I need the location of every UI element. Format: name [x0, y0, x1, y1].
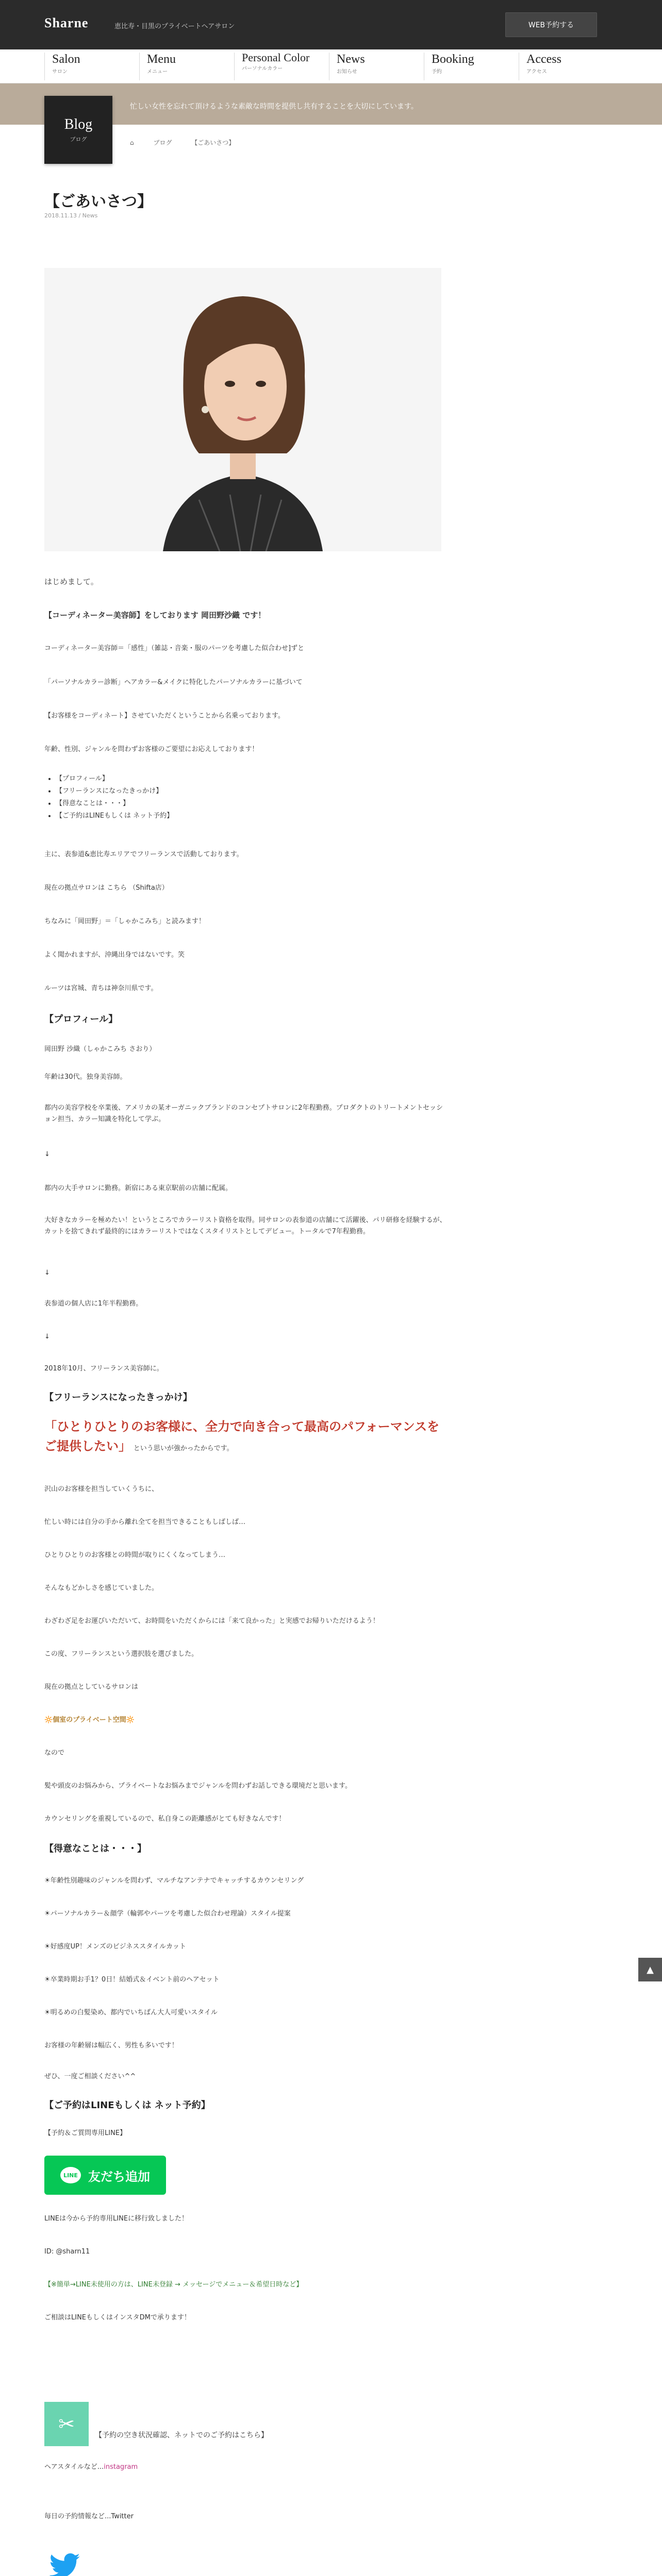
nav-sublabel: サロン: [52, 69, 68, 75]
nav-label: Access: [526, 53, 561, 66]
portrait-illustration: [44, 268, 441, 551]
post-paragraph: 都内の美容学校を卒業後、アメリカの某オーガニックブランドのコンセプトサロンに2年程勤務。プロダクトのトリートメントセッション担当、カラー知識を特化して学ぶ。: [44, 1104, 443, 1123]
post-title: 【ごあいさつ】: [44, 193, 153, 211]
post-paragraph: よく聞かれますが、沖縄出身ではないです。笑: [44, 951, 185, 959]
breadcrumb: [130, 138, 252, 147]
booking-heading: 【ご予約はLINEもしくは ネット予約】: [44, 2100, 210, 2111]
profile-photo: [44, 268, 441, 551]
post-paragraph: 髪や頭皮のお悩みから、プライベートなお悩みまでジャンルを問わずお話しできる環境だと思います。: [44, 1782, 352, 1790]
site-logo[interactable]: Sharne: [44, 15, 89, 30]
breadcrumb-blog[interactable]: ブログ: [153, 139, 172, 146]
post-paragraph: お客様の年齢層は幅広く、男性も多いです！: [44, 2042, 178, 2049]
nav-sublabel: 予約: [432, 69, 442, 75]
line-button-label: 友だち追加: [88, 2169, 150, 2184]
reservation-link[interactable]: 【予約の空き状況確認、ネットでのご予約はこちら】: [95, 2431, 268, 2439]
nav-item-menu[interactable]: [139, 53, 217, 80]
badge-subtitle: ブログ: [70, 136, 87, 143]
top-bar: [0, 0, 662, 49]
nav-item-access[interactable]: [519, 53, 596, 80]
post-paragraph: コーディネーター美容師＝「感性」（雑誌・音楽・服のパーツを考慮した似合わせ]ずと: [44, 645, 305, 652]
post-paragraph: 年齢、性別、ジャンルを問わずお客様のご要望にお応えしております！: [44, 745, 259, 753]
toc-item[interactable]: • 【得意なことは・・・】: [56, 798, 446, 810]
post-paragraph: そんなもどかしさを感じていました。: [44, 1584, 159, 1592]
post-paragraph: わざわざ足をお運びいただいて、お時間をいただくからには「来て良かった」と実感でお帰りいただけるよう！: [44, 1617, 379, 1625]
home-icon[interactable]: ⌂: [130, 139, 134, 146]
post-paragraph: 沢山のお客様を担当していくうちに、: [44, 1485, 159, 1493]
nav-label: Personal Color: [242, 51, 310, 64]
nav-sublabel: メニュー: [147, 69, 168, 75]
post-paragraph: ご相談はLINEもしくはインスタDMで承ります！: [44, 2314, 191, 2321]
strength-item: ☀パーソナルカラー＆顔学（輪郭やパーツを考慮した似合わせ理論）スタイル提案: [44, 1910, 291, 1918]
post-paragraph: 岡田野 沙織（しゃかこみち さおり）: [44, 1045, 156, 1053]
breadcrumb-current: 【ごあいさつ】: [191, 139, 235, 146]
nav-label: Menu: [147, 53, 176, 66]
twitter-bird-icon[interactable]: [49, 2553, 82, 2576]
salon-link[interactable]: 🔆個室のプライベート空間🔆: [44, 1716, 135, 1724]
nav-sublabel: アクセス: [526, 69, 547, 75]
toc-item[interactable]: • 【プロフィール】: [56, 773, 446, 785]
post-paragraph: はじめまして。: [44, 577, 98, 586]
strength-item: ☀好感度UP！メンズのビジネススタイルカット: [44, 1943, 186, 1951]
quote-tail: という思いが強かったからです。: [133, 1445, 234, 1452]
line-id: ID: @sharn11: [44, 2248, 90, 2256]
arrow-down: ↓: [44, 1269, 50, 1277]
arrow-down: ↓: [44, 1150, 50, 1158]
nav-sublabel: パーソナルカラー: [242, 66, 283, 72]
blog-badge: [44, 96, 112, 164]
arrow-down: ↓: [44, 1333, 50, 1341]
post-paragraph: 表参道の個人店に1年半程勤務。: [44, 1300, 143, 1308]
post-paragraph: 2018年10月、フリーランス美容師に。: [44, 1365, 163, 1372]
post-paragraph: 大好きなカラーを極めたい！というところでカラーリスト資格を取得。同サロンの表参道の店舗にて活躍後、パリ研修を経験するが、カットを捨てきれず最終的にはカラーリストではなくスタイリストとしてデビュー。トータルで7年程勤務。: [44, 1216, 446, 1235]
nav-label: News: [337, 53, 365, 66]
post-paragraph: ぜひ、一度ご相談ください^^: [44, 2073, 136, 2080]
instagram-prefix: ヘアスタイルなど...: [44, 2463, 104, 2471]
profile-heading: 【プロフィール】: [44, 1014, 118, 1025]
arrow-up-icon[interactable]: ▲: [638, 1958, 662, 1981]
post-paragraph: 【お客様をコーディネート】させていただくということから名乗っております。: [44, 712, 285, 720]
strength-heading: 【得意なことは・・・】: [44, 1843, 146, 1854]
post-paragraph: この度、フリーランスという選択肢を選びました。: [44, 1650, 198, 1658]
nav-label: Salon: [52, 53, 80, 66]
web-reserve-button[interactable]: WEB予約する: [505, 12, 597, 37]
post-paragraph: 【コーディネーター美容師】をしております 岡田野沙織 です！: [44, 611, 266, 620]
site-tagline: 恵比寿・目黒のプライベートヘアサロン: [114, 23, 235, 30]
post-paragraph: 現在の拠点としているサロンは: [44, 1683, 139, 1691]
nav-item-salon[interactable]: [44, 53, 122, 80]
post-paragraph: LINEは今から予約専用LINEに移行致しました！: [44, 2215, 189, 2223]
strength-item: ☀卒業時期お手1？0日！結婚式＆イベント前のヘアセット: [44, 1976, 220, 1984]
nav-item-news[interactable]: [329, 53, 406, 80]
badge-title: Blog: [64, 116, 93, 132]
twitter-bird-svg: [49, 2553, 80, 2576]
strength-item: ☀年齢性別趣味のジャンルを問わず、マルチなアンテナでキャッチするカウンセリング: [44, 1877, 304, 1885]
hero-text: 忙しい女性を忘れて頂けるような素敵な時間を提供し共有することを大切にしています。: [130, 103, 418, 111]
post-paragraph: 主に、表参道&恵比寿エリアでフリーランスで活動しております。: [44, 851, 243, 858]
quote-text: 「ひとりひとりのお客様に、全力で向き合って最高のパフォーマンスをご提供したい」: [44, 1419, 440, 1453]
freelance-quote: [44, 1417, 446, 1456]
post-paragraph: 年齢は30代。独身美容師。: [44, 1073, 127, 1081]
post-paragraph: 【予約＆ご質問専用LINE】: [44, 2129, 127, 2137]
post-paragraph: カウンセリングを重視しているので、私自身この距離感がとても好きなんです！: [44, 1815, 286, 1823]
line-icon: LINE: [60, 2167, 81, 2183]
main-nav: [0, 49, 662, 83]
nav-label: Booking: [432, 53, 474, 66]
nav-item-personal-color[interactable]: [234, 53, 311, 80]
freelance-heading: 【フリーランスになったきっかけ】: [44, 1392, 192, 1403]
instagram-line: [44, 2462, 446, 2473]
post-paragraph: なので: [44, 1749, 65, 1757]
post-paragraph: ちなみに「岡田野」＝「しゃかこみち」と読みます！: [44, 918, 206, 925]
post-paragraph: 【※簡単→LINE未使用の方は、LINE未登録 → メッセージでメニュー＆希望日時など】: [44, 2281, 303, 2289]
post-paragraph: 現在の拠点サロンは こちら （Shifta店）: [44, 884, 169, 892]
post-paragraph: ルーツは宮城、青ちは神奈川県です。: [44, 985, 158, 992]
post-paragraph: ひとりひとりのお客様との時間が取りにくくなってしまう…: [44, 1551, 226, 1559]
toc-list: [44, 773, 446, 822]
line-add-friend-button[interactable]: [44, 2156, 166, 2195]
post-paragraph: 「パーソナルカラー診断」ヘアカラー&メイクに特化したパーソナルカラーに基づいて: [44, 679, 303, 686]
scissors-icon[interactable]: ✂: [44, 2402, 89, 2446]
toc-item[interactable]: • 【フリーランスになったきっかけ】: [56, 785, 446, 798]
nav-item-booking[interactable]: [424, 53, 501, 80]
post-paragraph: 都内の大手サロンに勤務。新宿にある東京駅前の店舗に配属。: [44, 1184, 233, 1192]
twitter-line: 毎日の予約情報など...Twitter: [44, 2513, 134, 2520]
nav-sublabel: お知らせ: [337, 69, 357, 75]
post-date: 2018.11.13 / News: [44, 212, 98, 219]
instagram-link[interactable]: instagram: [104, 2463, 138, 2471]
post-paragraph: 忙しい時には自分の手から離れ全てを担当できることもしばしば…: [44, 1518, 246, 1526]
strength-item: ☀明るめの白髪染め、都内でいちばん大人可愛いスタイル: [44, 2009, 218, 2016]
toc-item[interactable]: • 【ご予約はLINEもしくは ネット予約】: [56, 810, 446, 822]
